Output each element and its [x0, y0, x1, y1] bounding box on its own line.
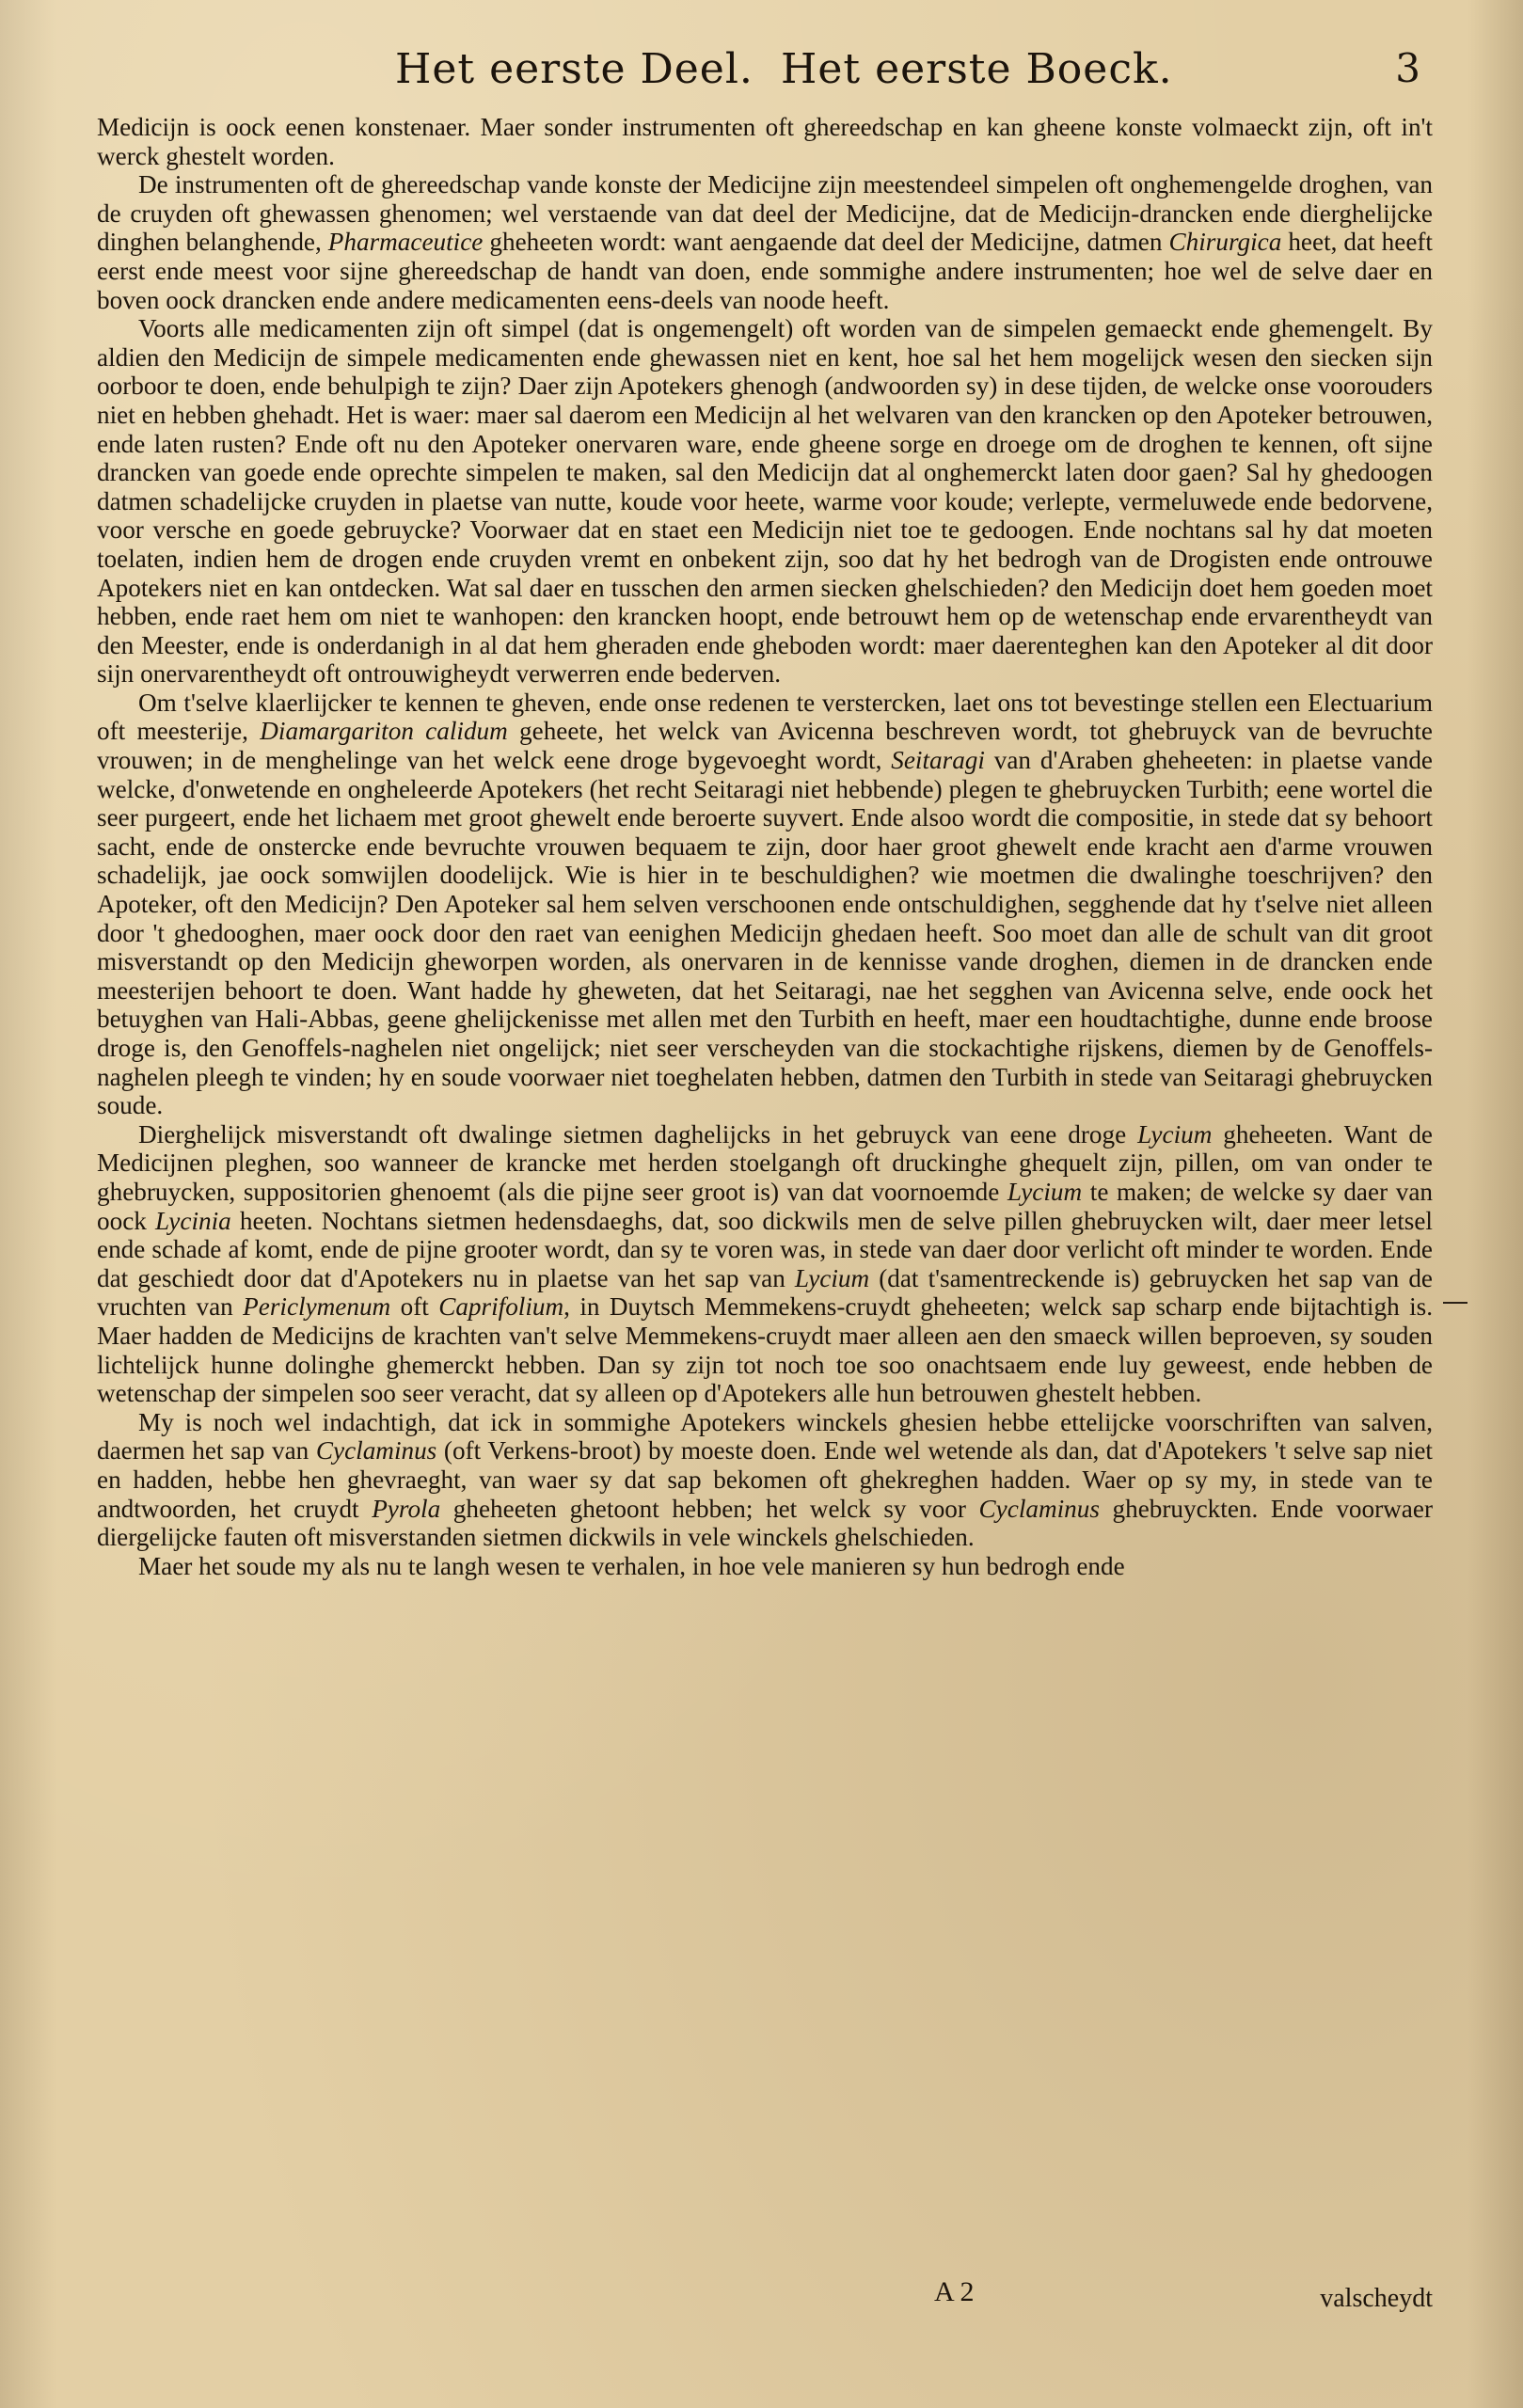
margin-dash [1443, 1302, 1467, 1304]
text-run: De instrumenten oft de ghereedschap vande konste der Medicijne zijn meestendeel simpelen oft onghemengelde droghen, van de cruyden oft ghewassen ghenomen; wel verstaende van dat deel der Medicijne, dat de Medicijn-drancken ende dierghelijcke dinghen belanghende, [97, 170, 1433, 257]
italic-term: Chirurgica [1168, 228, 1282, 257]
text-run: (dat t'samentreckende is) gebruycken het sap van de vruchten van [97, 1263, 1433, 1322]
text-run: , in Duytsch Memmekens-cruydt gheheeten; welck sap scharp ende bijtachtigh is. Maer hadden de Medicijns de krachten van't selve Memmekens-cruydt maer alleen aen den smaeck willen beproeven, sy souden lichtelijck hunne dolinghe ghemerckt hebben. Dan sy zijn tot noch toe soo onachtsaem ende luy geweest, ende hebben de wetenschap der simpelen soo seer veracht, dat sy alleen op d'Apotekers alle hun betrouwen ghestelt hebben. [97, 1292, 1434, 1408]
italic-term: Seitaragi [891, 746, 985, 775]
running-head-part: Het eerste Deel. [395, 45, 754, 93]
running-head-book: Het eerste Boeck. [781, 45, 1173, 93]
italic-term: Lycium [1007, 1177, 1083, 1206]
text-run: gheheeten ghetoont hebben; het welck sy voor [440, 1494, 979, 1523]
text-run: heet, dat heeft eerst ende meest voor sijne ghereedschap de handt van doen, ende sommighe andere instrumenten; hoe wel de selve daer en boven oock drancken ende andere medicamenten eens-deels van noode heeft. [97, 228, 1433, 314]
paragraph [97, 1552, 1433, 1581]
signature-mark: A 2 [934, 2276, 975, 2307]
paragraph [97, 1408, 1433, 1552]
paragraph [97, 170, 1433, 314]
text-run: geheete, het welck van Avicenna beschreven wordt, tot ghebruyck van de bevruchte vrouwen; in de menghelinge van het welck eene droge bygevoeght wordt, [97, 717, 1433, 775]
page-number: 3 [1395, 45, 1420, 91]
text-run: ghebruyckten. Ende voorwaer diergelijcke fauten oft misverstanden sietmen dickwils in vele winckels ghelschieden. [97, 1494, 1434, 1552]
italic-term: Lycium [1137, 1119, 1213, 1149]
italic-term: Diamargariton calidum [260, 717, 508, 746]
paragraph [97, 689, 1433, 1120]
running-head [395, 45, 1420, 111]
text-run: heeten. Nochtans sietmen hedensdaeghs, dat, soo dickwils men de selve pillen ghebruycken wilt, daer meer letsel ende schade af komt, ende de pijne grooter wordt, dan sy te voren was, in stede van daer door verlicht oft minder te worden. Ende dat geschiedt door dat d'Apotekers nu in plaetse van het sap van [97, 1206, 1433, 1292]
text-run: Dierghelijck misverstandt oft dwalinge sietmen daghelijcks in het gebruyck van eene droge [138, 1119, 1138, 1149]
text-run: Voorts alle medicamenten zijn oft simpel (dat is ongemengelt) oft worden van de simpelen gemaeckt ende ghemengelt. By aldien den Medicijn de simpele medicamenten ende ghewassen niet en kent, hoe sal het hem mogelijck wesen den siecken sijn oorboor te doen, ende behulpigh te zijn? Daer zijn Apotekers ghenogh (andwoorden sy) in dese tijden, de welcke onse voorouders niet en hebben ghehadt. Het is waer: maer sal daerom een Medicijn al het welvaren van den krancken op den Apoteker betrouwen, ende laten rusten? Ende oft nu den Apoteker onervaren ware, ende gheene sorge en droege om de droghen te kennen, oft sijne drancken van goede ende oprechte simpelen te maken, sal den Medicijn dat al onghemerckt laten door gaen? Sal hy ghedoogen datmen schadelijcke cruyden in plaetse van nutte, koude voor heete, warme voor koude; verlepte, vermeluwede ende bedorvene, voor versche en goede gebruycke? Voorwaer dat en staet een Medicijn niet toe te gedoogen. Ende nochtans sal hy dat moeten toelaten, indien hem de drogen ende cruyden vremt en onbekent zijn, soo dat hy het bedrogh van de Drogisten ende ontrouwe Apotekers niet en kan ontdecken. Wat sal daer en tusschen den armen siecken ghelschieden? den Medicijn doet hem goeden moet hebben, ende raet hem om niet te wanhopen: den krancken hoopt, ende betrouwt hem op de wetenschap ende ervarentheydt van den Meester, ende is onderdanigh in al dat hem gheraden ende gheboden wordt: maer daerenteghen kan den Apoteker al dit door sijn onervarentheydt oft ontrouwigheydt verwerren ende bederven. [97, 314, 1433, 689]
text-run: My is noch wel indachtigh, dat ick in sommighe Apotekers winckels ghesien hebbe ettelijcke voorschriften van salven, daermen het sap van [97, 1407, 1433, 1465]
catchword: valscheydt [1320, 2284, 1433, 2313]
text-run: gheheeten wordt: want aengaende dat deel der Medicijne, datmen [483, 228, 1169, 257]
italic-term: Cyclaminus [978, 1494, 1100, 1523]
text-run: Om t'selve klaerlijcker te kennen te gheven, ende onse redenen te verstercken, laet ons tot bevestinge stellen een Electuarium oft meesterije, [97, 688, 1433, 746]
paragraph [97, 113, 1433, 170]
italic-term: Caprifolium [438, 1292, 564, 1322]
italic-term: Periclymenum [243, 1292, 391, 1322]
italic-term: Cyclaminus [315, 1436, 437, 1465]
text-run: gheheeten. Want de Medicijnen pleghen, soo wanneer de krancke met herden stoelgangh oft druckinghe ghequelt zijn, pillen, om van onder te ghebruycken, suppositorien ghenoemt (als die pijne seer groot is) van dat voornoemde [97, 1119, 1433, 1206]
text-run: Medicijn is oock eenen konstenaer. Maer sonder instrumenten oft ghereedschap en kan gheene konste volmaeckt zijn, oft in't werck ghestelt worden. [97, 113, 1433, 170]
text-run: te maken; de welcke sy daer van oock [97, 1177, 1433, 1235]
text-run: van d'Araben gheheeten: in plaetse vande welcke, d'onwetende en ongheleerde Apotekers (het recht Seitaragi niet hebbende) plegen te ghebruycken Turbith; eene wortel die seer purgeert, ende het lichaem met groot ghewelt ende beroerte suyvert. Ende alsoo wordt die compositie, in stede dat sy behoort sacht, ende de onstercke ende bevruchte vrouwen bequaem te zijn, door haer groot ghewelt ende kracht aen d'arme vrouwen schadelijk, jae oock somwijlen doodelijck. Wie is hier in te beschuldighen? wie moetmen die dwalinghe toeschrijven? den Apoteker, oft den Medicijn? Den Apoteker sal hem selven verschoonen ende ontschuldighen, segghende dat hy t'selve niet alleen door 't ghedooghen, maer oock door den raet van eenighen Medicijn ghedaen heeft. Soo moet dan alle de schult van dit groot misverstandt op den Medicijn gheworpen worden, als onervaren in de kennisse vande droghen, diemen in de drancken ende meesterijen behoort te doen. Want hadde hy gheweten, dat het Seitaragi, nae het segghen van Avicenna selve, ende oock het betuyghen van Hali-Abbas, geene ghelijckenisse met allen met den Turbith en heeft, maer een houdtachtighe, dunne ende broose droge is, den Genoffels-naghelen niet ongelijck; niet seer verscheyden van die stockachtighe rijskens, diemen by de Genoffels-naghelen pleegh te vinden; hy en soude voorwaer niet toeghelaten hebben, datmen den Turbith in stede van Seitaragi ghebruycken soude. [97, 746, 1433, 1120]
italic-term: Lycium [794, 1263, 870, 1292]
paragraph [97, 314, 1433, 689]
text-run: (oft Verkens-broot) by moeste doen. Ende wel wetende als dan, dat d'Apotekers 't selve sap niet en hadden, hebbe hen ghevraeght, van waer sy dat sap bekomen oft ghekreghen hadden. Waer op sy my, in stede van te andtwoorden, het cruydt [97, 1436, 1433, 1523]
italic-term: Pharmaceutice [327, 228, 484, 257]
page-footer [97, 2276, 1433, 2352]
paragraph [97, 1120, 1433, 1408]
italic-term: Lycinia [155, 1206, 231, 1235]
text-run: Maer het soude my als nu te langh wesen te verhalen, in hoe vele manieren sy hun bedrogh ende [138, 1551, 1125, 1580]
text-run: oft [390, 1292, 439, 1322]
body-text [97, 113, 1433, 1580]
italic-term: Pyrola [372, 1494, 441, 1523]
